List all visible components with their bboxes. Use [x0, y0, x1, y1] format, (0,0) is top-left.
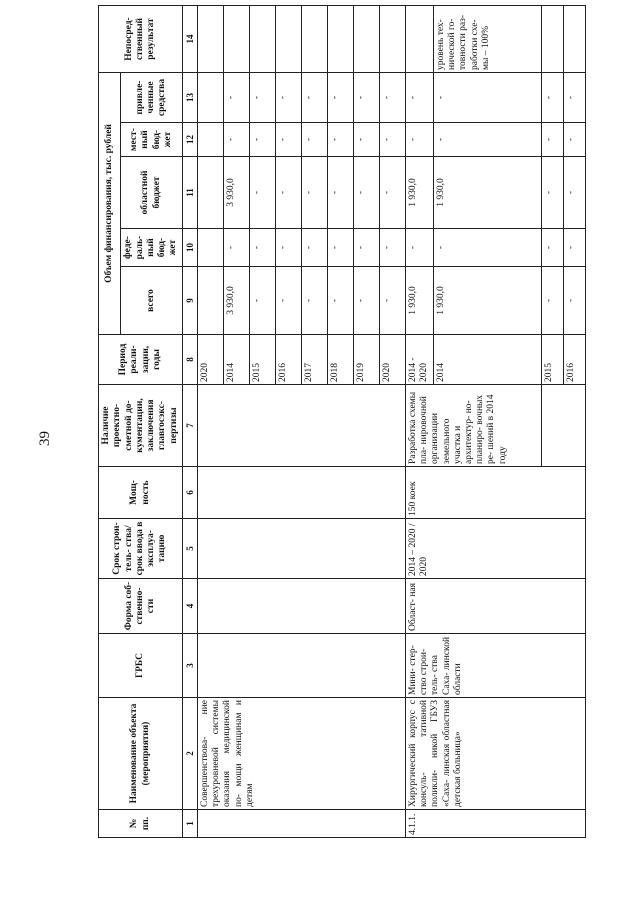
cell-year: 2019 — [354, 335, 380, 385]
cell-attracted: - — [354, 73, 380, 123]
cell-regional: 1 930,0 — [406, 157, 434, 229]
cell-documentation — [542, 385, 586, 467]
cell-federal: - — [542, 229, 564, 267]
cell-capacity — [198, 467, 406, 519]
col-num: 13 — [183, 73, 198, 123]
cell-result — [198, 6, 224, 73]
cell-regional: - — [250, 157, 276, 229]
cell-result — [250, 6, 276, 73]
cell-result — [276, 6, 302, 73]
cell-federal: - — [380, 229, 406, 267]
item-documentation: Разработка схемы пла- нировочной организации земельного участка и архитектур- но-планиро- вочных ре- шений в 2014 году — [406, 385, 542, 467]
financing-table — [98, 5, 586, 838]
item-no: 4.1.1. — [406, 810, 586, 838]
cell-attracted: - — [434, 73, 542, 123]
page-number: 39 — [37, 431, 53, 446]
cell-regional: - — [328, 157, 354, 229]
cell-federal: - — [564, 229, 586, 267]
cell-regional: - — [542, 157, 564, 229]
item-capacity: 150 коек — [406, 467, 586, 519]
header-grbs: ГРБС — [99, 634, 183, 698]
cell-federal: - — [302, 229, 328, 267]
cell-local: - — [302, 123, 328, 157]
header-documentation: Наличие проектно- сметной до- кументации, заключения главгосэкс- пертизы — [99, 385, 183, 467]
rotated-table-container — [98, 14, 595, 838]
cell-local: - — [564, 123, 586, 157]
item-term: 2014 – 2020 / 2020 — [406, 519, 586, 579]
cell-federal: - — [328, 229, 354, 267]
col-num: 10 — [183, 229, 198, 267]
cell-result — [224, 6, 250, 73]
cell-total: - — [380, 267, 406, 335]
cell-regional: - — [380, 157, 406, 229]
cell-total: - — [328, 267, 354, 335]
cell-attracted: - — [564, 73, 586, 123]
cell-regional: 3 930,0 — [224, 157, 250, 229]
cell-year: 2014 — [224, 335, 250, 385]
col-num: 3 — [183, 634, 198, 698]
header-financing: Объем финансирования, тыс. рублей — [99, 73, 121, 335]
cell-year: 2020 — [198, 335, 224, 385]
cell-total: - — [276, 267, 302, 335]
cell-total: 1 930,0 — [406, 267, 434, 335]
cell-federal: - — [434, 229, 542, 267]
cell-term — [198, 519, 406, 579]
col-num: 11 — [183, 157, 198, 229]
cell-attracted: - — [302, 73, 328, 123]
cell-attracted: - — [406, 73, 434, 123]
cell-attracted — [198, 73, 224, 123]
cell-federal — [198, 229, 224, 267]
col-num: 9 — [183, 267, 198, 335]
header-federal: феде- раль- ный бюд- жет — [121, 229, 183, 267]
cell-local: - — [250, 123, 276, 157]
cell-local: - — [354, 123, 380, 157]
column-number-row — [183, 6, 198, 838]
cell-total: - — [542, 267, 564, 335]
header-ownership: Форма соб- ственно- сти — [99, 579, 183, 634]
cell-local: - — [328, 123, 354, 157]
cell-total: - — [302, 267, 328, 335]
cell-regional — [198, 157, 224, 229]
header-local: мест- ный бюд- жет — [121, 123, 183, 157]
cell-attracted: - — [542, 73, 564, 123]
cell-local: - — [276, 123, 302, 157]
cell-documentation — [198, 385, 406, 467]
cell-year: 2016 — [276, 335, 302, 385]
cell-federal: - — [354, 229, 380, 267]
table-row — [198, 6, 224, 838]
cell-local: - — [406, 123, 434, 157]
header-period: Период реали- зации, годы — [99, 335, 183, 385]
cell-result — [406, 6, 434, 73]
cell-result — [542, 6, 564, 73]
col-num: 1 — [183, 810, 198, 838]
cell-attracted: - — [328, 73, 354, 123]
cell-no — [198, 810, 406, 838]
cell-year: 2014 — [434, 335, 542, 385]
col-num: 6 — [183, 467, 198, 519]
cell-local: - — [380, 123, 406, 157]
col-num: 5 — [183, 519, 198, 579]
cell-regional: - — [302, 157, 328, 229]
header-regional: областной бюджет — [121, 157, 183, 229]
cell-ownership — [198, 579, 406, 634]
cell-result — [354, 6, 380, 73]
cell-attracted: - — [276, 73, 302, 123]
cell-result — [302, 6, 328, 73]
cell-result — [328, 6, 354, 73]
cell-grbs — [198, 634, 406, 698]
col-num: 12 — [183, 123, 198, 157]
cell-year: 2020 — [380, 335, 406, 385]
col-num: 2 — [183, 698, 198, 810]
section-name: Совершенствова- ние трехуровневой системы оказания медицинской по- мощи женщинам и детям — [198, 698, 406, 810]
cell-total: - — [250, 267, 276, 335]
cell-local — [198, 123, 224, 157]
cell-federal: - — [224, 229, 250, 267]
item-grbs: Мини- стер- ство строи- тель- ства Саха- линской области — [406, 634, 586, 698]
cell-total: - — [564, 267, 586, 335]
cell-regional: 1 930,0 — [434, 157, 542, 229]
cell-federal: - — [406, 229, 434, 267]
col-num: 8 — [183, 335, 198, 385]
cell-local: - — [542, 123, 564, 157]
cell-regional: - — [354, 157, 380, 229]
header-no: № пп. — [99, 810, 183, 838]
col-num: 7 — [183, 385, 198, 467]
cell-result — [380, 6, 406, 73]
cell-federal: - — [250, 229, 276, 267]
cell-total: - — [354, 267, 380, 335]
cell-result: уровень тех- нической го- товности раз- работки схе- мы – 100% — [434, 6, 542, 73]
header-result: Непосред- ственный результат — [99, 6, 183, 73]
cell-year: 2018 — [328, 335, 354, 385]
cell-total — [198, 267, 224, 335]
cell-attracted: - — [250, 73, 276, 123]
col-num: 4 — [183, 579, 198, 634]
header-capacity: Мощ- ность — [99, 467, 183, 519]
cell-year: 2017 — [302, 335, 328, 385]
cell-year: 2014 - 2020 — [406, 335, 434, 385]
cell-year: 2015 — [250, 335, 276, 385]
col-num: 14 — [183, 6, 198, 73]
cell-total: 1 930,0 — [434, 267, 542, 335]
item-ownership: Област- ная — [406, 579, 586, 634]
header-total: всего — [121, 267, 183, 335]
cell-local: - — [224, 123, 250, 157]
cell-year: 2016 — [564, 335, 586, 385]
cell-federal: - — [276, 229, 302, 267]
cell-regional: - — [276, 157, 302, 229]
cell-local: - — [434, 123, 542, 157]
table-row — [406, 6, 434, 838]
cell-total: 3 930,0 — [224, 267, 250, 335]
cell-attracted: - — [380, 73, 406, 123]
cell-attracted: - — [224, 73, 250, 123]
cell-year: 2015 — [542, 335, 564, 385]
header-term: Срок строи- тель- ства/срок ввода в эксплуа- тацию — [99, 519, 183, 579]
header-attracted: привле- ченные средства — [121, 73, 183, 123]
cell-regional: - — [564, 157, 586, 229]
cell-result — [564, 6, 586, 73]
header-name: Наименование объекта (мероприятия) — [99, 698, 183, 810]
item-name: Хирургический корпус с консуль- тативной поликли- никой ГБУЗ «Саха- линская областная детская больница» — [406, 698, 586, 810]
